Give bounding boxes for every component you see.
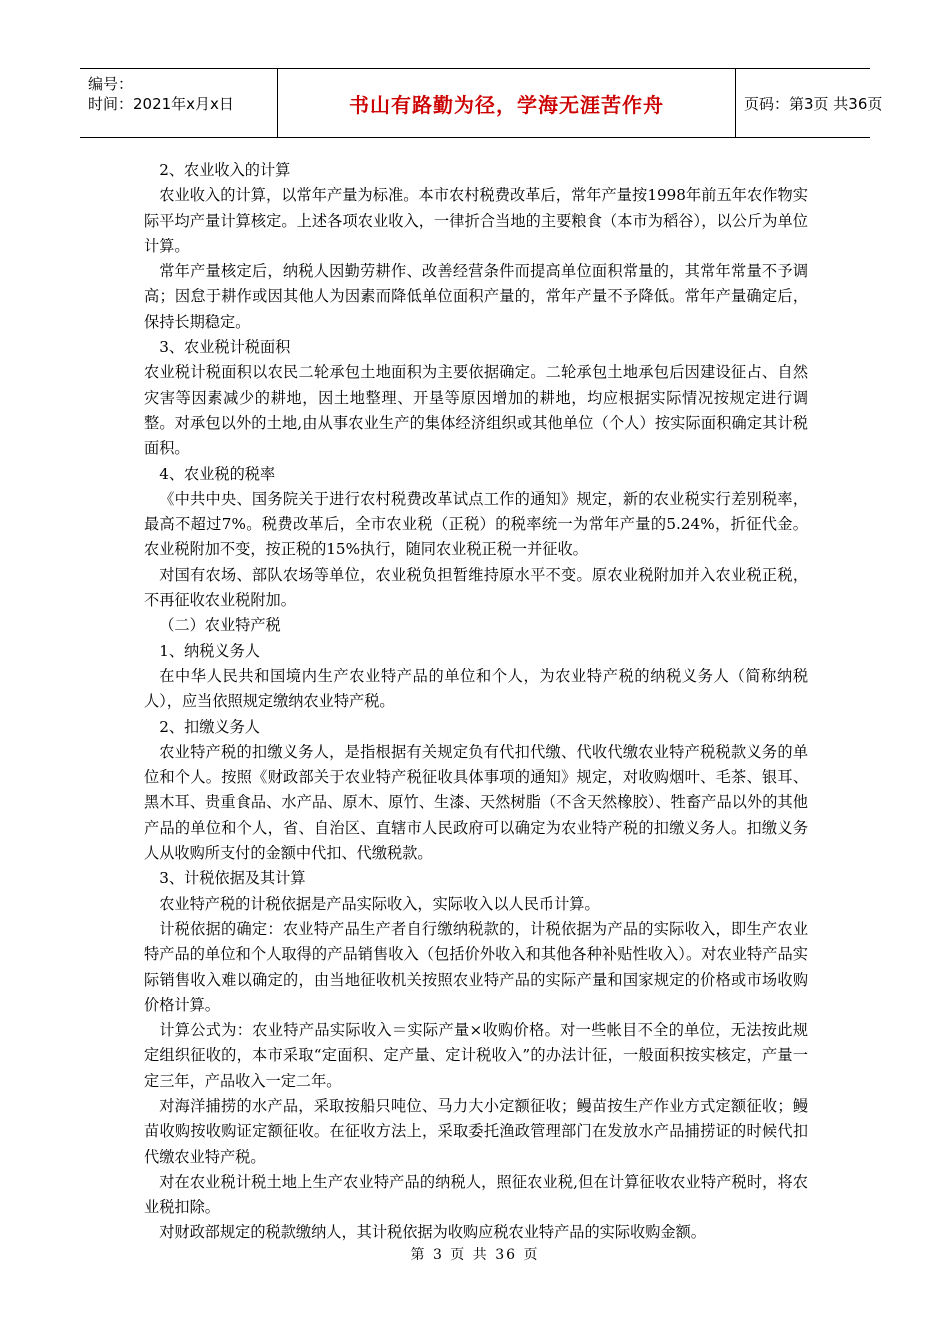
body-paragraph: 计税依据的确定：农业特产品生产者自行缴纳税款的，计税依据为产品的实际收入，即生产农业特产品的单位和个人取得的产品销售收入（包括价外收入和其他各种补贴性收入）。对农业特产品实际销售收入难以确定的，由当地征收机关按照农业特产品的实际产量和国家规定的价格或市场收购价格计算。 xyxy=(144,919,808,1014)
header-page-number: 页码：第3页 共36页 xyxy=(744,94,883,113)
body-paragraph: 农业收入的计算，以常年产量为标准。本市农村税费改革后，常年产量按1998年前五年农作物实际平均产量计算核定。上述各项农业收入，一律折合当地的主要粮食（本市为稻谷），以公斤为单位计算。 xyxy=(144,186,808,255)
body-paragraph: 常年产量核定后，纳税人因勤劳耕作、改善经营条件而提高单位面积常量的，其常年常量不予调高；因怠于耕作或因其他人为因素而降低单位面积产量的，常年产量不予降低。常年产量确定后，保持长期稳定。 xyxy=(144,262,808,331)
body-paragraph: 农业特产税的计税依据是产品实际收入，实际收入以人民币计算。 xyxy=(159,894,600,913)
header-meta xyxy=(80,69,278,137)
page-footer: 第 3 页 共 36 页 xyxy=(410,1247,540,1263)
section-heading: 2、扣缴义务人 xyxy=(159,717,260,736)
body-paragraph: 《中共中央、国务院关于进行农村税费改革试点工作的通知》规定，新的农业税实行差别税率，最高不超过7%。税费改革后，全市农业税（正税）的税率统一为常年产量的5.24%，折征代金。农业税附加不变，按正税的15%执行，随同农业税正税一并征收。 xyxy=(144,489,808,559)
section-heading: 2、农业收入的计算 xyxy=(159,161,291,179)
body-paragraph: 对财政部规定的税款缴纳人，其计税依据为收购应税农业特产品的实际收购金额。 xyxy=(159,1223,706,1242)
body-paragraph: 在中华人民共和国境内生产农业特产品的单位和个人，为农业特产税的纳税义务人（简称纳税人），应当依照规定缴纳农业特产税。 xyxy=(144,666,808,711)
document-body xyxy=(144,158,808,1246)
body-paragraph: 农业特产税的扣缴义务人，是指根据有关规定负有代扣代缴、代收代缴农业特产税税款义务的单位和个人。按照《财政部关于农业特产税征收具体事项的通知》规定，对收购烟叶、毛茶、银耳、黑木耳、贵重食品、水产品、原木、原竹、生漆、天然树脂（不含天然橡胶）、牲畜产品以外的其他产品的单位和个人，省、自治区、直辖市人民政府可以确定为农业特产税的扣缴义务人。扣缴义务人从收购所支付的金额中代扣、代缴税款。 xyxy=(144,742,808,863)
page-header xyxy=(80,68,883,138)
section-heading: 1、纳税义务人 xyxy=(159,641,260,660)
body-paragraph: 对海洋捕捞的水产品，采取按船只吨位、马力大小定额征收；鳗苗按生产作业方式定额征收；鳗苗收购按收购证定额征收。在征收方法上，采取委托渔政管理部门在发放水产品捕捞证的时候代扣代缴农业特产税。 xyxy=(144,1096,808,1166)
document-date: 时间：2021年x月x日 xyxy=(88,95,234,113)
section-heading: 4、农业税的税率 xyxy=(159,464,276,483)
body-paragraph: 对国有农场、部队农场等单位，农业税负担暂维持原水平不变。原农业税附加并入农业税正税，不再征收农业税附加。 xyxy=(144,565,808,610)
body-paragraph: 农业税计税面积以农民二轮承包土地面积为主要依据确定。二轮承包土地承包后因建设征占、自然灾害等因素减少的耕地，因土地整理、开垦等原因增加的耕地，均应根据实际情况按规定进行调整。对承包以外的土地,由从事农业生产的集体经济组织或其他单位（个人）按实际面积确定其计税面积。 xyxy=(144,363,808,458)
section-heading: 3、计税依据及其计算 xyxy=(159,869,306,888)
section-heading: 3、农业税计税面积 xyxy=(159,338,291,357)
document-number: 编号： xyxy=(88,75,134,93)
header-motto: 书山有路勤为径，学海无涯苦作舟 xyxy=(278,69,736,137)
body-paragraph: 对在农业税计税土地上生产农业特产品的纳税人，照征农业税,但在计算征收农业特产税时，将农业税扣除。 xyxy=(144,1172,808,1217)
section-heading: （二）农业特产税 xyxy=(159,616,281,635)
body-paragraph: 计算公式为：农业特产品实际收入＝实际产量×收购价格。对一些帐目不全的单位，无法按此规定组织征收的，本市采取“定面积、定产量、定计税收入”的办法计征，一般面积按实核定，产量一定三年，产品收入一定二年。 xyxy=(144,1021,808,1090)
